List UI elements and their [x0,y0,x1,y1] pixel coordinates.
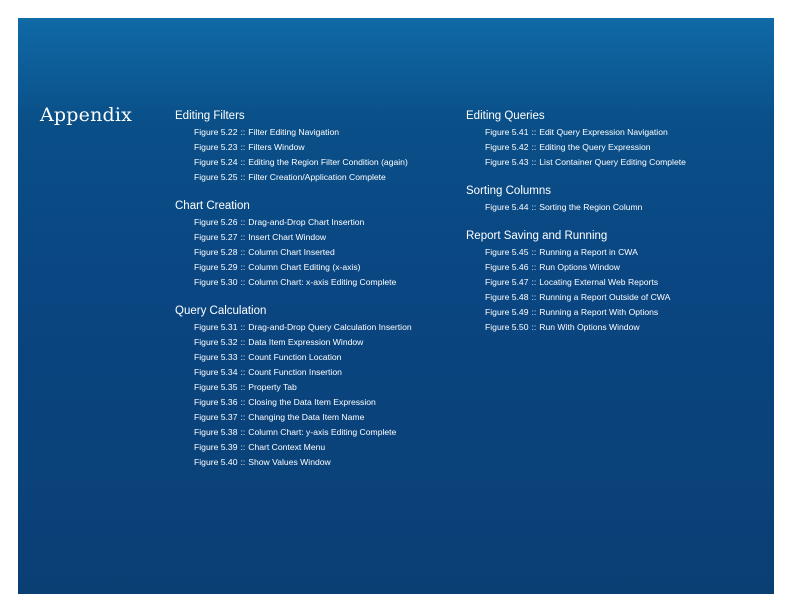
figure-caption: Run Options Window [539,262,620,272]
section-heading: Query Calculation [175,305,267,317]
appendix-section [175,304,460,470]
figure-number: Figure 5.23 [194,142,238,152]
figure-number: Figure 5.46 [485,262,529,272]
figure-number: Figure 5.43 [485,157,529,167]
figure-caption: Closing the Data Item Expression [248,397,376,407]
figure-separator: :: [240,247,246,257]
figure-number: Figure 5.50 [485,322,529,332]
figure-list-item [194,440,460,455]
section-heading: Editing Queries [466,110,545,122]
figure-caption: Run With Options Window [539,322,640,332]
figure-caption: Filters Window [248,142,305,152]
figure-list-item [194,275,460,290]
figure-list-item [485,125,766,140]
figure-list-item [194,230,460,245]
figure-separator: :: [531,262,537,272]
figure-caption: Count Function Location [248,352,342,362]
figure-list-item [194,170,460,185]
figure-caption: Column Chart Editing (x-axis) [248,262,361,272]
figure-separator: :: [240,397,246,407]
figure-list-item [485,320,766,335]
figure-caption: Data Item Expression Window [248,337,364,347]
figure-number: Figure 5.37 [194,412,238,422]
figure-caption: Editing the Query Expression [539,142,651,152]
figure-list-item [194,410,460,425]
figure-number: Figure 5.28 [194,247,238,257]
figure-separator: :: [240,367,246,377]
figure-number: Figure 5.39 [194,442,238,452]
figure-separator: :: [531,142,537,152]
figure-list-item [194,335,460,350]
figure-list-item [194,155,460,170]
section-heading: Sorting Columns [466,185,552,197]
figure-list-item [485,140,766,155]
figure-list-item [194,140,460,155]
figure-caption: Drag-and-Drop Chart Insertion [248,217,365,227]
figure-list-item [194,125,460,140]
figure-list-item [194,455,460,470]
figure-separator: :: [240,127,246,137]
figure-number: Figure 5.48 [485,292,529,302]
figure-caption: Column Chart Inserted [248,247,335,257]
figure-list-item [194,215,460,230]
section-heading: Editing Filters [175,110,245,122]
figure-separator: :: [531,157,537,167]
figure-number: Figure 5.29 [194,262,238,272]
figure-caption: Count Function Insertion [248,367,342,377]
figure-caption: Chart Context Menu [248,442,326,452]
figure-separator: :: [240,217,246,227]
figure-caption: Drag-and-Drop Query Calculation Insertion [248,322,412,332]
figure-list-item [194,245,460,260]
figure-separator: :: [531,247,537,257]
page-title: Appendix [40,104,133,126]
appendix-section [175,109,460,185]
figure-number: Figure 5.25 [194,172,238,182]
figure-separator: :: [531,322,537,332]
figure-list-item [485,200,766,215]
figure-separator: :: [531,307,537,317]
figure-number: Figure 5.27 [194,232,238,242]
figure-number: Figure 5.34 [194,367,238,377]
figure-caption: Filter Creation/Application Complete [248,172,386,182]
figure-list [466,245,766,335]
figure-number: Figure 5.42 [485,142,529,152]
figure-caption: Sorting the Region Column [539,202,643,212]
figure-number: Figure 5.44 [485,202,529,212]
figure-separator: :: [240,157,246,167]
figure-separator: :: [240,277,246,287]
figure-separator: :: [240,412,246,422]
right-column [466,109,766,349]
figure-caption: Column Chart: x-axis Editing Complete [248,277,397,287]
figure-list-item [485,305,766,320]
figure-number: Figure 5.32 [194,337,238,347]
figure-number: Figure 5.26 [194,217,238,227]
figure-number: Figure 5.24 [194,157,238,167]
figure-separator: :: [240,262,246,272]
figure-list [466,125,766,170]
figure-separator: :: [240,322,246,332]
section-heading: Report Saving and Running [466,230,608,242]
appendix-section [175,199,460,290]
figure-list-item [485,260,766,275]
figure-separator: :: [240,442,246,452]
figure-caption: Filter Editing Navigation [248,127,340,137]
figure-list [466,200,766,215]
figure-separator: :: [531,277,537,287]
figure-separator: :: [240,427,246,437]
figure-list-item [194,365,460,380]
figure-list-item [485,155,766,170]
figure-list [175,320,460,470]
appendix-panel [18,18,774,594]
figure-separator: :: [531,292,537,302]
figure-caption: Locating External Web Reports [539,277,659,287]
figure-list [175,215,460,290]
figure-separator: :: [531,127,537,137]
figure-caption: Running a Report With Options [539,307,659,317]
figure-number: Figure 5.40 [194,457,238,467]
figure-number: Figure 5.22 [194,127,238,137]
figure-list-item [194,260,460,275]
appendix-section [466,109,766,170]
figure-separator: :: [240,457,246,467]
figure-caption: Running a Report in CWA [539,247,638,257]
figure-caption: Running a Report Outside of CWA [539,292,671,302]
figure-separator: :: [240,142,246,152]
figure-separator: :: [240,337,246,347]
figure-list-item [485,290,766,305]
figure-caption: Changing the Data Item Name [248,412,365,422]
figure-number: Figure 5.36 [194,397,238,407]
section-heading: Chart Creation [175,200,250,212]
figure-number: Figure 5.33 [194,352,238,362]
figure-separator: :: [531,202,537,212]
figure-separator: :: [240,382,246,392]
figure-caption: Editing the Region Filter Condition (again) [248,157,408,167]
figure-number: Figure 5.38 [194,427,238,437]
figure-number: Figure 5.41 [485,127,529,137]
figure-separator: :: [240,232,246,242]
figure-list-item [194,320,460,335]
figure-caption: Property Tab [248,382,297,392]
figure-list-item [485,275,766,290]
appendix-section [466,184,766,215]
figure-number: Figure 5.31 [194,322,238,332]
figure-list-item [485,245,766,260]
figure-number: Figure 5.45 [485,247,529,257]
figure-caption: Show Values Window [248,457,331,467]
figure-list-item [194,380,460,395]
figure-list-item [194,425,460,440]
figure-list-item [194,395,460,410]
figure-list-item [194,350,460,365]
figure-separator: :: [240,172,246,182]
figure-number: Figure 5.30 [194,277,238,287]
figure-caption: List Container Query Editing Complete [539,157,686,167]
figure-caption: Insert Chart Window [248,232,327,242]
appendix-section [466,229,766,335]
figure-number: Figure 5.35 [194,382,238,392]
left-column [175,109,460,484]
figure-caption: Column Chart: y-axis Editing Complete [248,427,397,437]
figure-number: Figure 5.49 [485,307,529,317]
figure-list [175,125,460,185]
figure-separator: :: [240,352,246,362]
figure-caption: Edit Query Expression Navigation [539,127,668,137]
figure-number: Figure 5.47 [485,277,529,287]
